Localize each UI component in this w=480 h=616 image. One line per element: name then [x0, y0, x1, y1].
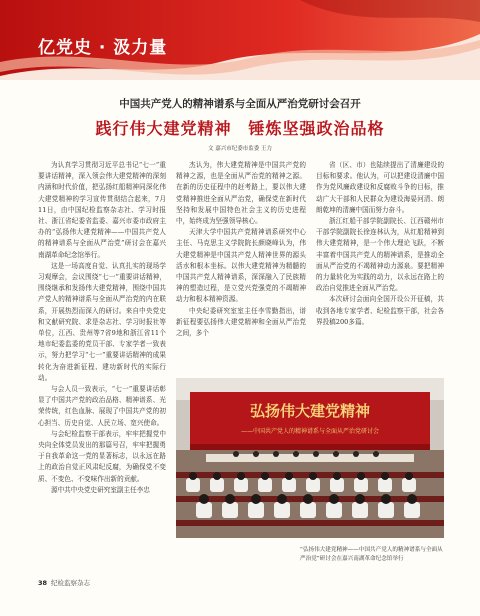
paragraph: 这是一场高度自觉、认真扎实的现场学习观摩会，会议围绕“七一”重要讲话精神，围绕继承和发扬伟大建党精神，围绕中国共产党人的精神谱系与全面从严治党的内在联系，开展热烈而深入的研讨。来自中央党史和文献研究院、求是杂志社、学习时报社等单位，江西、贵州等7省9地和浙江省11个地市纪委监委的党员干部、专家学者一致表示，努力把学习“七一”重要讲话精神的成果转化为奋进新征程、建功新时代的实际行动。 — [38, 261, 166, 382]
publication-name: 纪检监察杂志 — [51, 579, 91, 587]
section-tag: 亿党史 · 汲力量 — [38, 38, 168, 58]
photo-banner-title: 弘扬伟大建党精神 — [249, 402, 371, 420]
body-column-2 — [176, 160, 306, 372]
paragraph: 本次研讨会面向全国开设公开征稿，共收到各地专家学者、纪检监察干部，社会各界投稿200多篇。 — [316, 295, 444, 326]
article-headline: 践行伟大建党精神 锤炼坚强政治品格 — [95, 119, 385, 138]
conference-photo — [176, 378, 444, 538]
article-byline: 文 嘉兴市纪委市监委 王力 — [208, 146, 272, 152]
photo-banner-subtitle: ——中国共产党人的精神谱系与全面从严治党研讨会 — [240, 428, 380, 435]
paragraph: 与会人员一致表示，“七一”重要讲话彰显了中国共产党的政治品格、精神谱系、光荣传统，红色血脉、展现了中国共产党的初心担当、历史自觉、人民立场、宽兴使命。 — [38, 385, 166, 427]
paragraph: 中央纪委研究室室主任李雪勤指出，谱新征程要弘扬伟大建党精神和全面从严治党之间，多个 — [176, 306, 306, 338]
article-kicker: 中国共产党人的精神谱系与全面从严治党研讨会召开 — [119, 98, 361, 110]
paragraph: 杰认为，伟大建党精神是中国共产党的精神之源，也是全面从严治党的精神之源。在新的历史征程中的赶考路上，要以伟大建党精神推进全面从严治党，确保党在新时代坚持和发展中国特色社会主义的历史进程中，始终成为坚强领导核心。 — [176, 161, 306, 226]
page-footer — [38, 578, 90, 587]
paragraph: 天津大学中国共产党精神谱系研究中心主任、马克思主义学院院长颜晓峰认为，伟大建党精神是中国共产党人精神世界的源头活水和根本坐标。以伟大建党精神为精髓的中国共产党人精神谱系，深深融入了民族精神的塑造过程，是立党兴党强党的不竭精神动力和根本精神资源。 — [176, 228, 306, 304]
paragraph: 源中共中央党史研究室副主任李忠 — [51, 485, 150, 494]
paragraph: 浙江红船干部学院副院长、江西赣州市干部学院副院长徐连林认为，从红船精神到伟大建党精神，是一个伟大理论飞跃，不断丰富着中国共产党人的精神谱系，是推动全面从严治党的不竭精神动力源泉。要把精神的力量转化为实践的动力，以永远在路上的政治自觉推进全面从严治党。 — [316, 217, 444, 293]
paragraph: 为认真学习贯彻习近平总书记“七一”重要讲话精神，深入领会伟大建党精神的深刻内涵和时代价值，把弘扬红船精神同深化伟大建党精神的学习宣传贯彻结合起来，7月11日，由中国纪检监察杂志社、学习时报社、浙江省纪委省监委、嘉兴市委市政府主办的“弘扬伟大建党精神——中国共产党人的精神谱系与全面从严治党”研讨会在嘉兴南湖革命纪念馆举行。 — [38, 161, 166, 259]
conference-hall-illustration — [176, 378, 444, 538]
photo-caption: “弘扬伟大建党精神——中国共产党人的精神谱系与全面从严治党”研讨会在嘉兴南湖革命纪念馆举行 — [300, 547, 443, 562]
section-banner — [0, 0, 480, 80]
body-column-3 — [316, 160, 444, 372]
page-number: 38 — [38, 579, 48, 587]
paragraph: 省（区、市）也陆续提出了清廉建设的目标和要求。他认为，可以把建设清廉中国作为党风廉政建设和反腐败斗争的目标，推动广大干部和人民群众为建设海晏河清、朗朗乾坤的清廉中国而努力奋斗。 — [316, 161, 444, 214]
paragraph: 与会纪检监察干部表示，牢牢把握党中央向全体党员发出的那篇号召，牢牢把握勇于自我革命这一党的显著标志，以永远在路上的政治自觉正风肃纪反腐，为确保党不变质、不变色、不变味作出新的贡献。 — [38, 429, 166, 483]
body-column-1 — [38, 160, 166, 564]
